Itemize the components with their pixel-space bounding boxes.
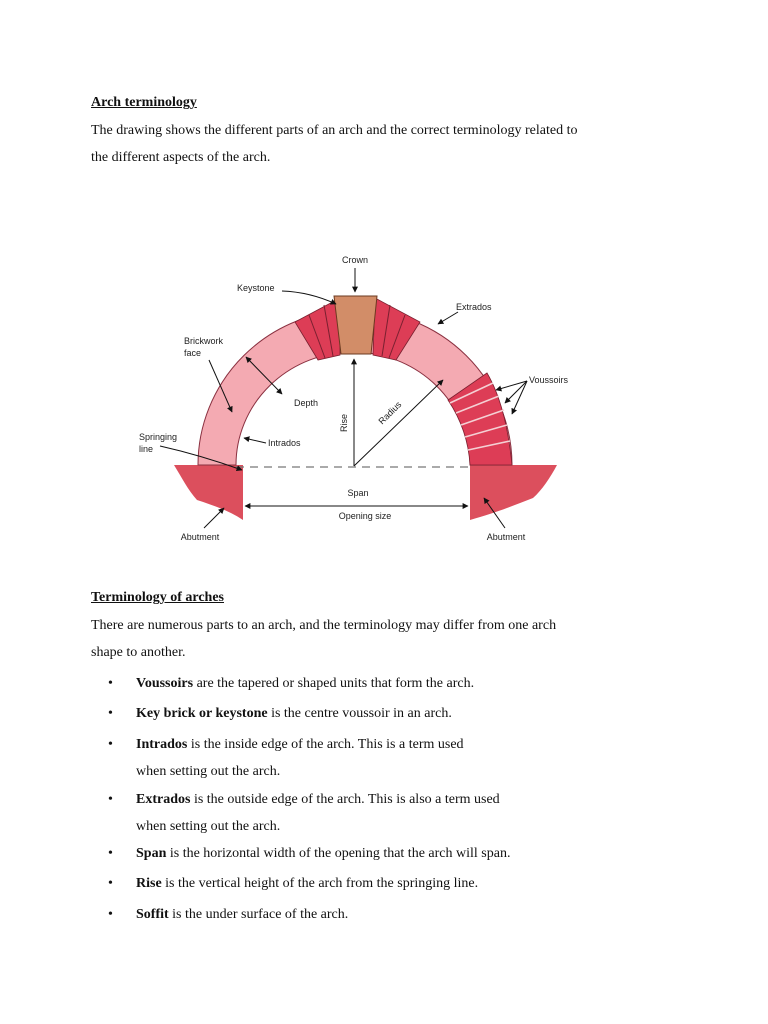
term: Voussoirs: [136, 676, 194, 691]
term: Span: [136, 846, 167, 861]
label-depth: Depth: [294, 398, 319, 408]
term: Rise: [136, 876, 162, 891]
bullet-icon: •: [108, 737, 113, 752]
label-span: Span: [347, 488, 369, 498]
label-intrados: Intrados: [268, 438, 301, 448]
left-abutment: [174, 465, 243, 520]
bullet-icon: •: [108, 706, 113, 721]
abutment-left-leader: [204, 508, 224, 528]
intrados-leader: [244, 438, 266, 443]
term: Extrados: [136, 792, 191, 807]
term: Key brick or keystone: [136, 706, 268, 721]
bullet-icon: •: [108, 876, 113, 891]
label-extrados: Extrados: [456, 302, 492, 312]
bullet-icon: •: [108, 792, 113, 807]
label-crown: Crown: [341, 255, 369, 265]
section-heading-terminology-of-arches: Terminology of arches: [91, 590, 224, 605]
right-abutment: [470, 465, 557, 520]
section2-paragraph-line-2: shape to another.: [91, 645, 186, 660]
definition-continued: when setting out the arch.: [136, 819, 281, 834]
label-brickwork-line-2: face: [184, 348, 202, 358]
label-radius: Radius: [376, 399, 404, 427]
radius-line: [354, 380, 443, 466]
label-rise: Rise: [339, 413, 349, 433]
section2-paragraph-line-1: There are numerous parts to an arch, and the terminology may differ from one arch: [91, 618, 557, 633]
label-abutment-right: Abutment: [486, 532, 526, 542]
definition: is the inside edge of the arch. This is a term used: [190, 737, 464, 752]
label-voussoirs: Voussoirs: [529, 375, 569, 385]
label-keystone: Keystone: [237, 283, 275, 293]
definition: is the under surface of the arch.: [172, 907, 349, 922]
keystone: [334, 296, 377, 354]
extrados-leader: [438, 312, 458, 324]
definition-continued: when setting out the arch.: [136, 764, 281, 779]
intro-paragraph-line-1: The drawing shows the different parts of an arch and the correct terminology related to: [91, 123, 578, 138]
label-springing-line-2: line: [139, 444, 154, 454]
definition: is the horizontal width of the opening that the arch will span.: [169, 846, 511, 861]
label-brickwork-line-1: Brickwork: [184, 336, 224, 346]
bullet-icon: •: [108, 676, 113, 691]
arch-diagram: [120, 235, 625, 560]
intro-paragraph-line-2: the different aspects of the arch.: [91, 150, 271, 165]
label-opening-size: Opening size: [338, 511, 392, 521]
label-abutment-left: Abutment: [180, 532, 220, 542]
definition: is the centre voussoir in an arch.: [271, 706, 452, 721]
keystone-leader: [282, 291, 336, 304]
bullet-icon: •: [108, 846, 113, 861]
term: Soffit: [136, 907, 169, 922]
definition: are the tapered or shaped units that form the arch.: [196, 676, 475, 691]
bullet-icon: •: [108, 907, 113, 922]
term: Intrados: [136, 737, 188, 752]
section-heading-arch-terminology: Arch terminology: [91, 95, 197, 110]
label-springing-line-1: Springing: [139, 432, 178, 442]
definition: is the outside edge of the arch. This is also a term used: [193, 792, 500, 807]
definition: is the vertical height of the arch from the springing line.: [165, 876, 479, 891]
voussoirs-leader-3: [512, 381, 527, 414]
